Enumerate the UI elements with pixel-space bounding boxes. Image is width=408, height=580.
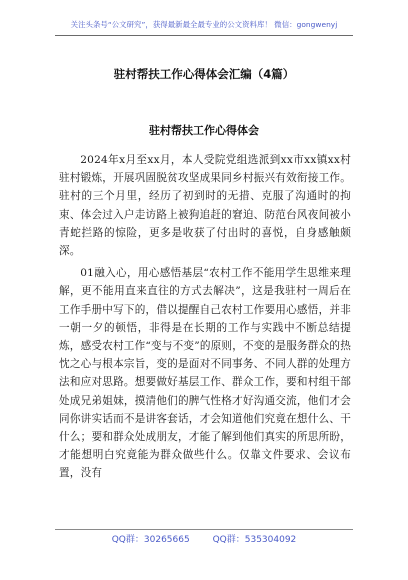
section-title: 驻村帮扶工作心得体会 bbox=[149, 124, 259, 137]
footer-qq-group-1: QQ群：30265665 bbox=[111, 535, 190, 545]
document-body bbox=[59, 151, 351, 487]
footer-divider bbox=[55, 529, 353, 530]
paragraph-section-01: 01融入心，用心感悟基层“农村工作不能用学生思维来理解，更不能用直来直往的方式去解决”，这是我驻村一周后在工作手册中写下的，借以提醒自己农村工作要用心感悟，并非一朝一夕的顿悟，非得是在长期的工作与实践中不断总结提炼，感受农村工作“变与不变”的原则，不变的是服务群众的热忱之心与根本宗旨，变的是面对不同事务、不同人群的处理方法和应对思路。想要做好基层工作、群众工作，要和村组干部处成兄弟姐妹，摸清他们的脾气性格才好沟通交流，他们才会同你讲实话而不是讲客套话，才会知道他们究竟在想什么、干什么；要和群众处成朋友，才能了解到他们真实的所思所盼，才能想明白究竟能为群众做些什么。仅靠文件要求、会议布置，没有 bbox=[59, 267, 351, 480]
paragraph-intro: 2024年x月至xx月，本人受院党组选派到xx市xx镇xx村驻村锻炼，开展巩固脱贫攻坚成果同乡村振兴有效衔接工作。驻村的三个月里，经历了初到时的无措、克服了沟通时的拘束、体会过入户走访路上被狗追赶的窘迫、防范台风夜间被小青蛇拦路的惊险，更多是收获了付出时的喜悦，自身感触颇深。 bbox=[59, 154, 351, 258]
header-banner: 关注头条号“公文研究”，获得最新最全最专业的公文资料库！ 微信：gongwenyj bbox=[70, 20, 338, 29]
footer-qq-group-2: QQ群：535304092 bbox=[212, 535, 297, 545]
document-title: 驻村帮扶工作心得体会汇编（4篇） bbox=[113, 67, 295, 81]
header-divider bbox=[55, 35, 353, 36]
footer bbox=[0, 532, 408, 545]
